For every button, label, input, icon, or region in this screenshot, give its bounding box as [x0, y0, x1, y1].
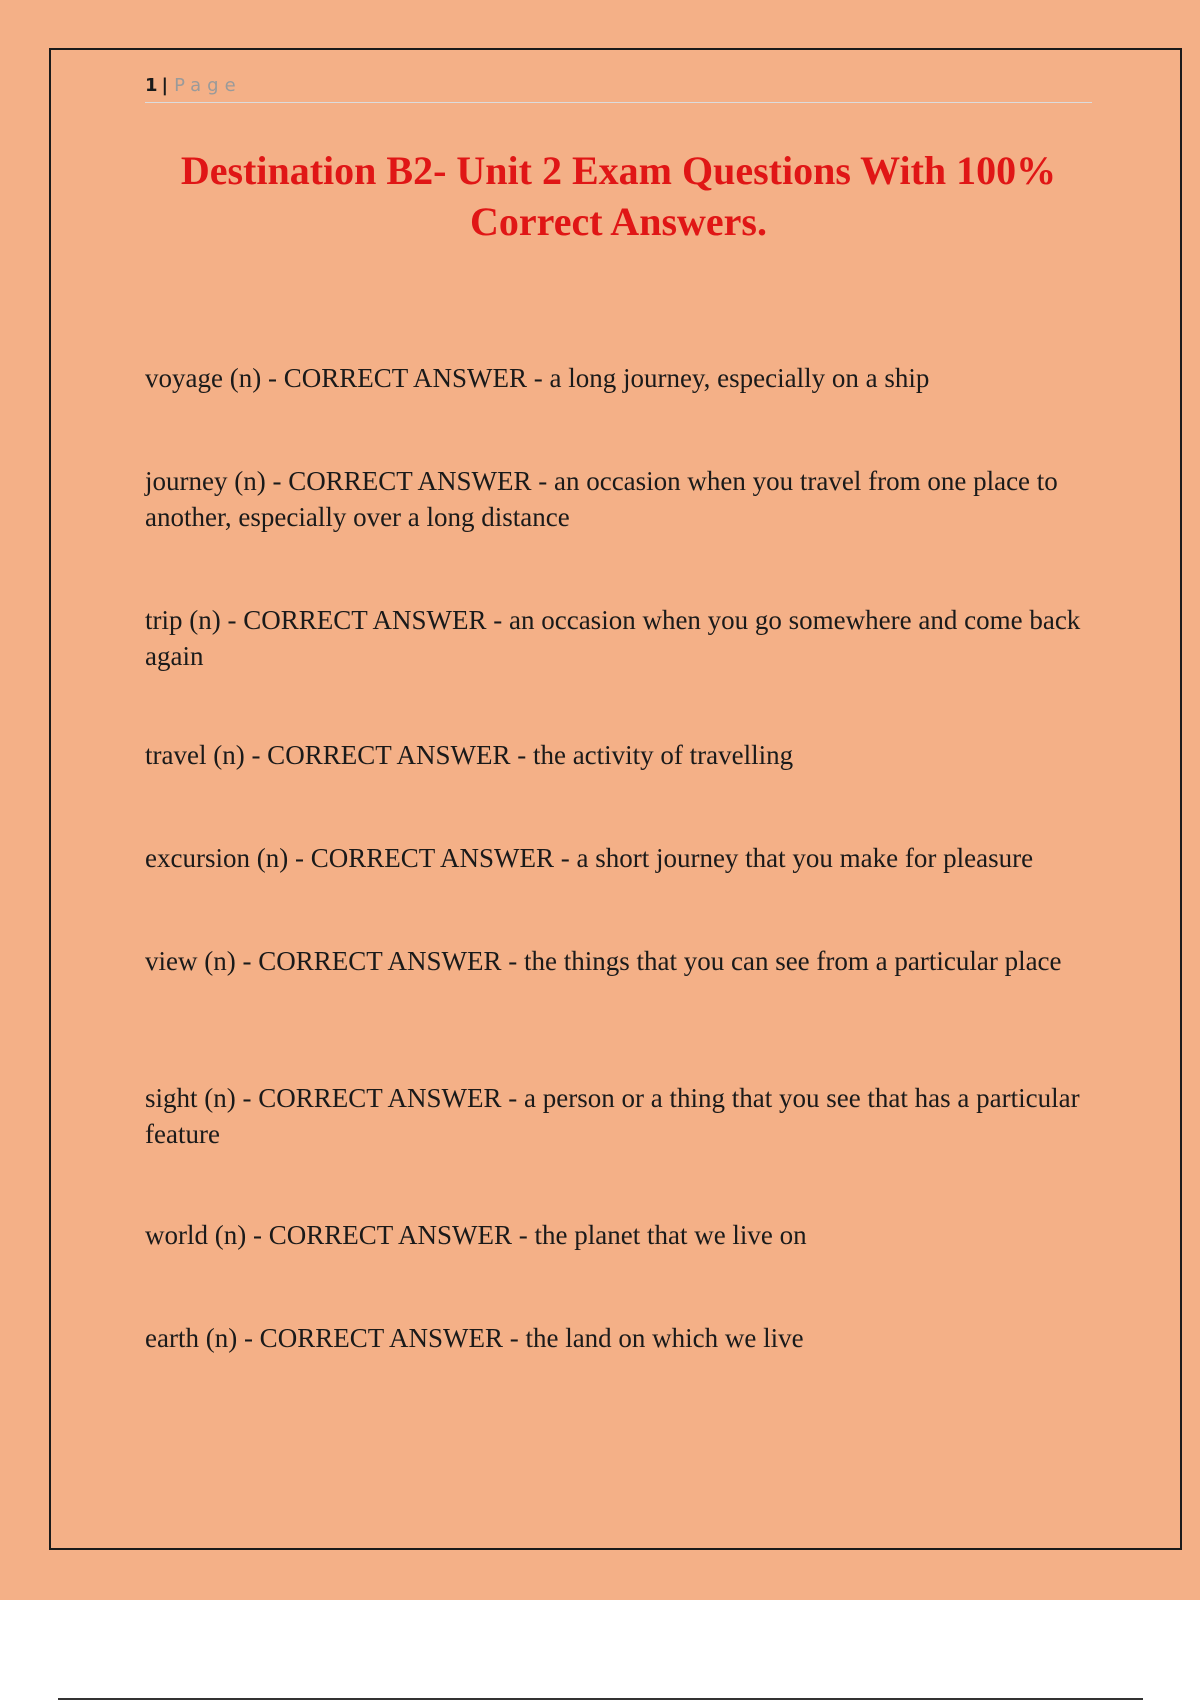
qa-item-earth: earth (n) - CORRECT ANSWER - the land on which we live	[145, 1323, 804, 1353]
qa-item-world: world (n) - CORRECT ANSWER - the planet that we live on	[145, 1220, 807, 1250]
qa-item-voyage: voyage (n) - CORRECT ANSWER - a long journey, especially on a ship	[145, 363, 930, 393]
page-header	[145, 74, 1092, 103]
qa-item-travel: travel (n) - CORRECT ANSWER - the activity of travelling	[145, 740, 794, 770]
qa-item-trip: trip (n) - CORRECT ANSWER - an occasion when you go somewhere and come back again	[145, 605, 1081, 671]
qa-item-journey: journey (n) - CORRECT ANSWER - an occasion when you travel from one place to another, especially over a long distance	[145, 466, 1058, 532]
qa-item-view: view (n) - CORRECT ANSWER - the things that you can see from a particular place	[145, 946, 1062, 976]
document-title: Destination B2- Unit 2 Exam Questions With 100% Correct Answers.	[180, 148, 1057, 244]
qa-item-excursion: excursion (n) - CORRECT ANSWER - a short journey that you make for pleasure	[145, 843, 1034, 873]
page-separator: |	[161, 75, 169, 96]
page-label: Page	[174, 75, 242, 96]
page-number: 1	[145, 75, 158, 96]
qa-item-sight: sight (n) - CORRECT ANSWER - a person or a thing that you see that has a particular feature	[145, 1083, 1080, 1149]
